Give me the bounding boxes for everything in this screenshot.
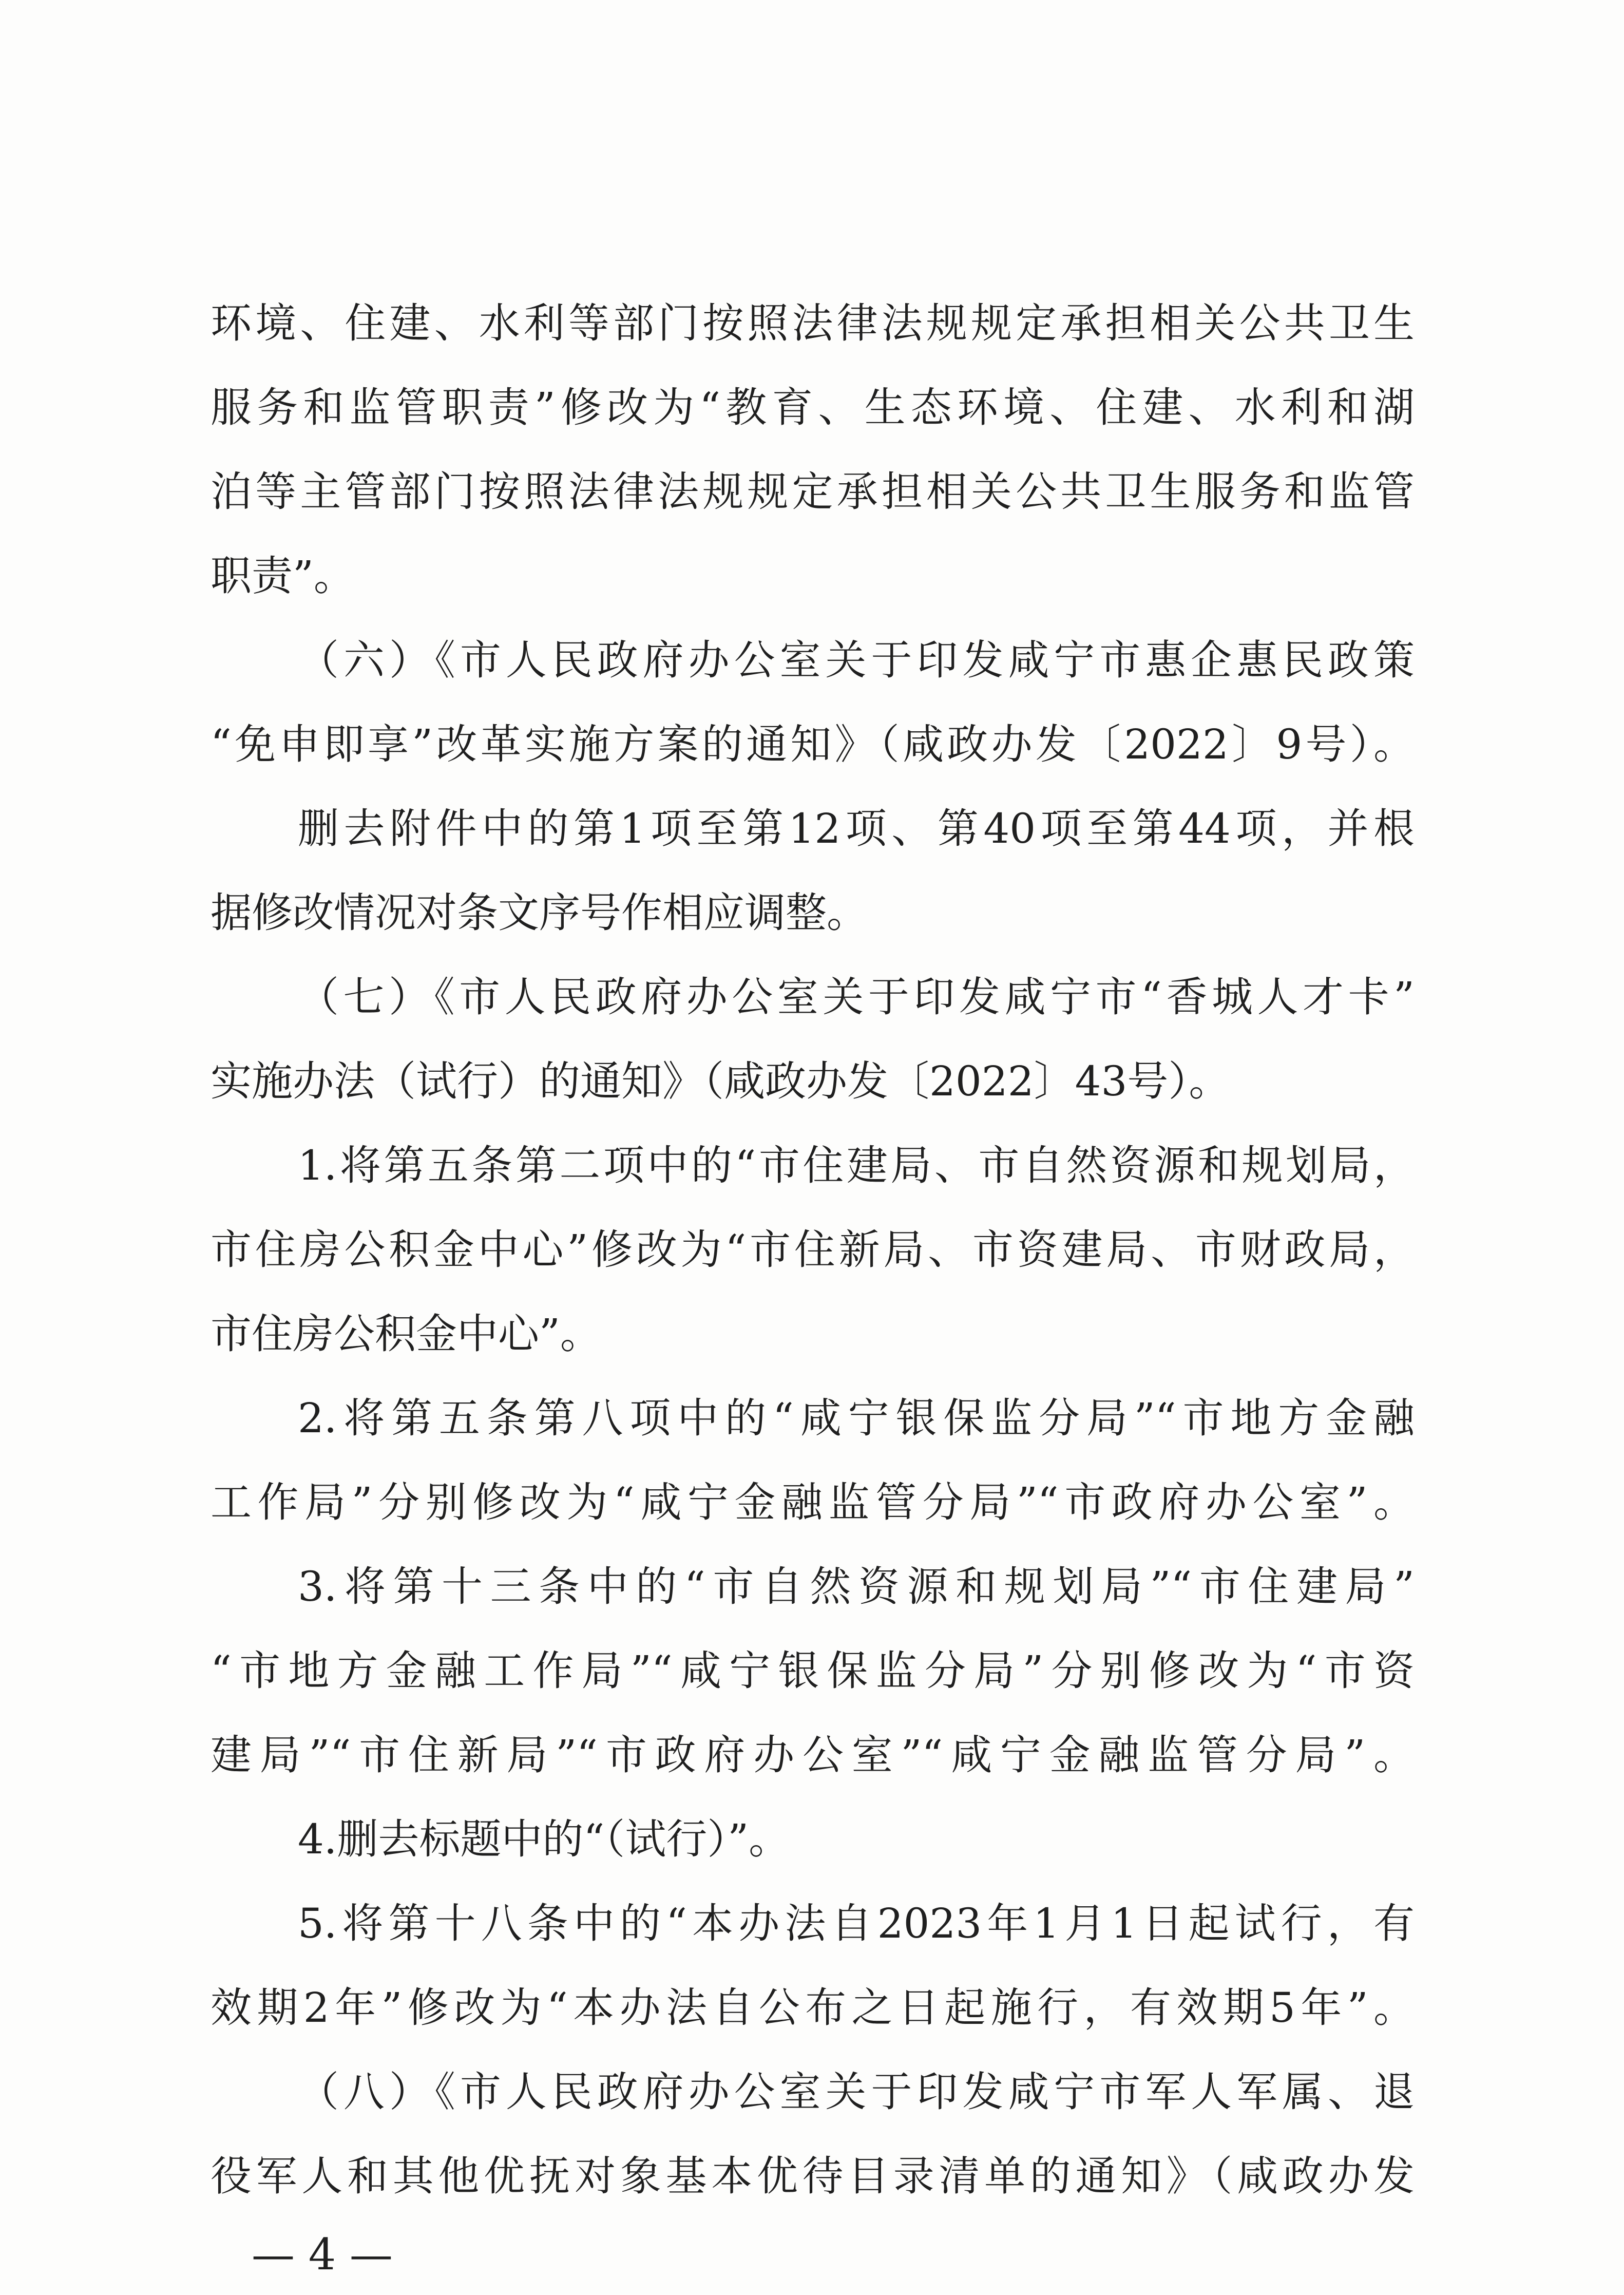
body-text-line: 据修改情况对条文序号作相应调整。 (211, 889, 868, 937)
section-heading-line: “免申即享”改革实施方案的通知》（咸政办发〔2022〕9号）。 (211, 720, 1415, 768)
section-heading-line: 实施办法（试行）的通知》（咸政办发〔2022〕43号）。 (211, 1057, 1230, 1105)
list-item-line: 效期2年”修改为“本办法自公布之日起施行，有效期5年”。 (211, 1984, 1415, 2032)
section-heading-line: （七）《市人民政府办公室关于印发咸宁市“香城人才卡” (298, 973, 1415, 1021)
body-text-line: 职责”。 (211, 552, 355, 600)
body-text-line: 删去附件中的第1项至第12项、第40项至第44项，并根 (298, 805, 1415, 852)
list-item-line: 工作局”分别修改为“咸宁金融监管分局”“市政府办公室”。 (211, 1478, 1415, 1526)
list-item-line: 1.将第五条第二项中的“市住建局、市自然资源和规划局， (298, 1142, 1415, 1189)
section-heading-line: 役军人和其他优抚对象基本优待目录清单的通知》（咸政办发 (211, 2152, 1415, 2200)
body-text-line: 服务和监管职责”修改为“教育、生态环境、住建、水利和湖 (211, 384, 1415, 431)
list-item-line: 2.将第五条第八项中的“咸宁银保监分局”“市地方金融 (298, 1394, 1415, 1442)
body-text-line: 泊等主管部门按照法律法规规定承担相关公共卫生服务和监管 (211, 468, 1415, 516)
list-item-line: 建局”“市住新局”“市政府办公室”“咸宁金融监管分局”。 (211, 1731, 1415, 1779)
section-heading-line: （八）《市人民政府办公室关于印发咸宁市军人军属、退 (298, 2068, 1415, 2116)
list-item-line: 5.将第十八条中的“本办法自2023年1月1日起试行，有 (298, 1900, 1415, 1947)
section-heading-line: （六）《市人民政府办公室关于印发咸宁市惠企惠民政策 (298, 636, 1415, 684)
page-number: — 4 — (252, 2229, 393, 2280)
list-item-line: 市住房公积金中心”修改为“市住新局、市资建局、市财政局， (211, 1226, 1415, 1274)
list-item-line: 3.将第十三条中的“市自然资源和规划局”“市住建局” (298, 1563, 1415, 1610)
list-item-line: 市住房公积金中心”。 (211, 1310, 601, 1358)
list-item-line: 4.删去标题中的“（试行）”。 (298, 1815, 790, 1863)
list-item-line: “市地方金融工作局”“咸宁银保监分局”分别修改为“市资 (211, 1647, 1415, 1695)
body-text-line: 环境、住建、水利等部门按照法律法规规定承担相关公共卫生 (211, 299, 1415, 347)
